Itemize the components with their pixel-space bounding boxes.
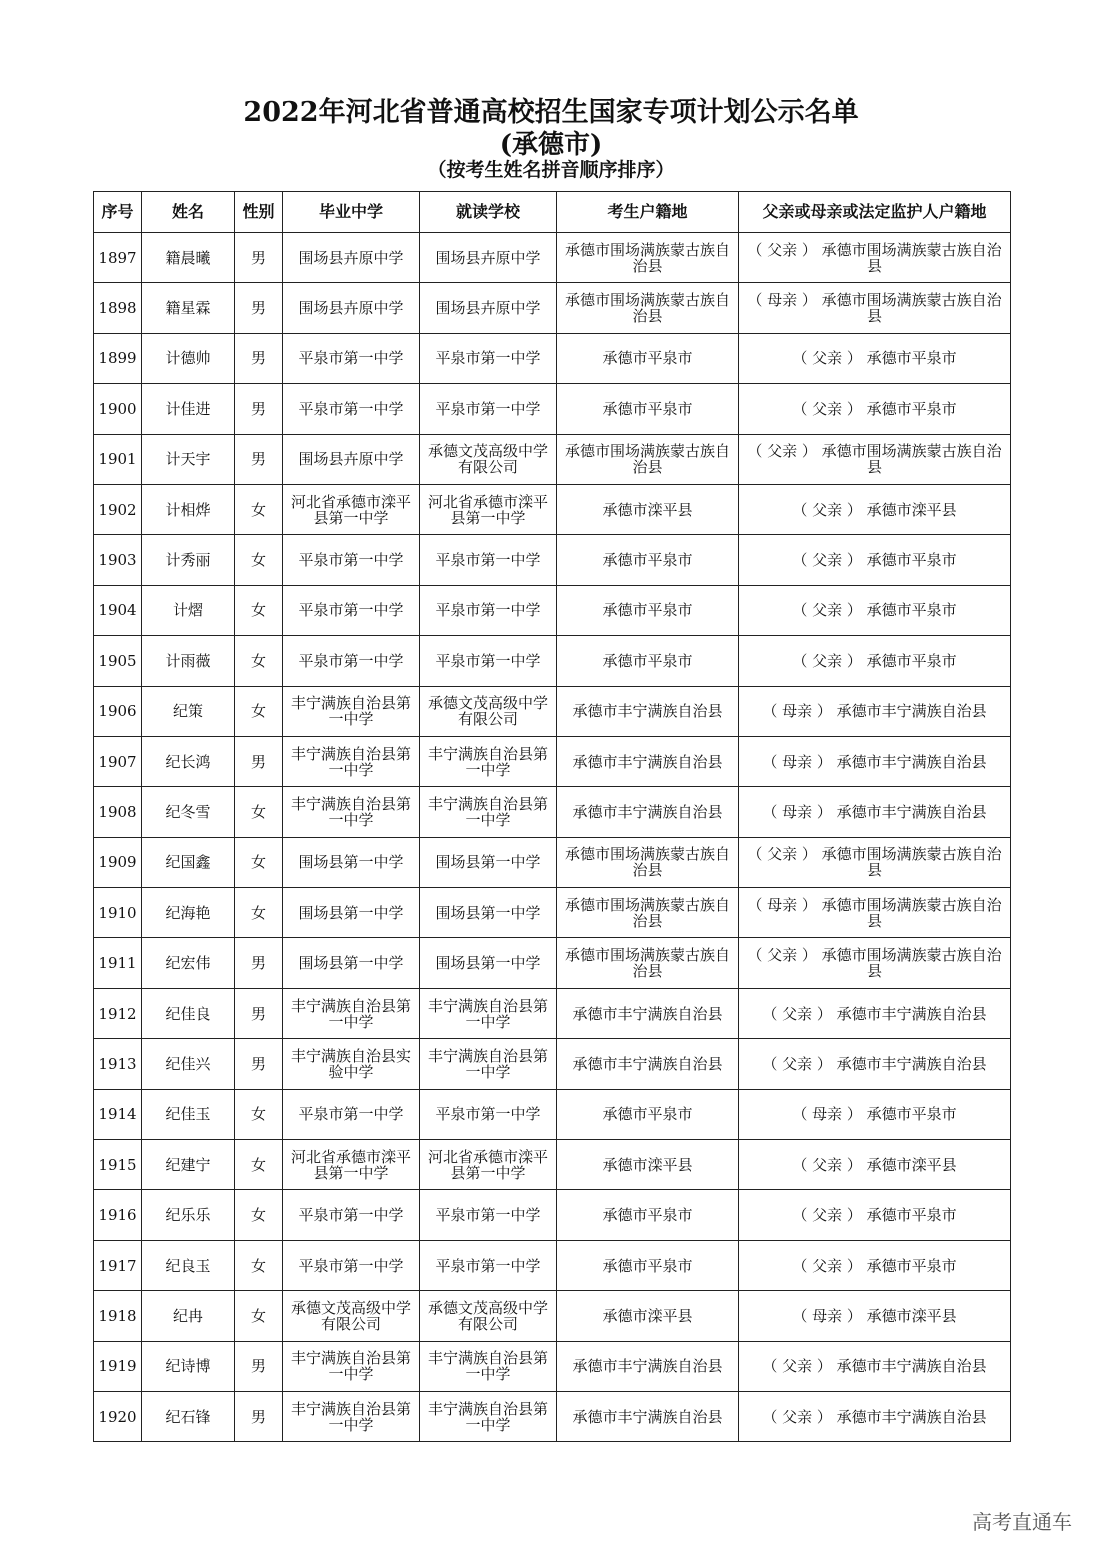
cell-household: 承德市平泉市 [557, 1240, 739, 1290]
cell-guardian-household: （ 父亲 ） 承德市丰宁满族自治县 [739, 1341, 1011, 1391]
table-row [94, 333, 1011, 383]
table-row [94, 535, 1011, 585]
table-row [94, 1291, 1011, 1341]
cell-gender: 女 [235, 787, 283, 837]
table-row [94, 1190, 1011, 1240]
cell-index: 1903 [94, 535, 142, 585]
cell-gender: 男 [235, 283, 283, 333]
cell-household: 承德市平泉市 [557, 1190, 739, 1240]
cell-guardian-household: （ 父亲 ） 承德市平泉市 [739, 1190, 1011, 1240]
table-row [94, 1341, 1011, 1391]
cell-guardian-household: （ 母亲 ） 承德市围场满族蒙古族自治县 [739, 888, 1011, 938]
cell-index: 1913 [94, 1039, 142, 1089]
document-subtitle: (承德市) [499, 130, 603, 160]
cell-index: 1899 [94, 333, 142, 383]
cell-gender: 男 [235, 1341, 283, 1391]
cell-index: 1919 [94, 1341, 142, 1391]
cell-guardian-household: （ 父亲 ） 承德市围场满族蒙古族自治县 [739, 434, 1011, 484]
cell-current-school: 丰宁满族自治县第一中学 [420, 1341, 557, 1391]
cell-name: 纪长鸿 [142, 736, 235, 786]
cell-guardian-household: （ 父亲 ） 承德市滦平县 [739, 1140, 1011, 1190]
cell-name: 籍晨曦 [142, 233, 235, 283]
cell-name: 纪冉 [142, 1291, 235, 1341]
cell-gender: 男 [235, 938, 283, 988]
table-row [94, 837, 1011, 887]
table-row [94, 233, 1011, 283]
cell-guardian-household: （ 母亲 ） 承德市滦平县 [739, 1291, 1011, 1341]
roster-table [93, 191, 1011, 1442]
cell-index: 1917 [94, 1240, 142, 1290]
cell-gender: 女 [235, 1140, 283, 1190]
cell-household: 承德市丰宁满族自治县 [557, 736, 739, 786]
cell-index: 1911 [94, 938, 142, 988]
cell-household: 承德市平泉市 [557, 585, 739, 635]
cell-index: 1906 [94, 686, 142, 736]
cell-guardian-household: （ 母亲 ） 承德市丰宁满族自治县 [739, 787, 1011, 837]
table-header-row [94, 192, 1011, 233]
cell-graduated-school: 平泉市第一中学 [283, 384, 420, 434]
cell-index: 1920 [94, 1391, 142, 1441]
cell-household: 承德市丰宁满族自治县 [557, 787, 739, 837]
cell-current-school: 平泉市第一中学 [420, 333, 557, 383]
cell-name: 计德帅 [142, 333, 235, 383]
cell-index: 1914 [94, 1089, 142, 1139]
cell-household: 承德市平泉市 [557, 535, 739, 585]
cell-household: 承德市围场满族蒙古族自治县 [557, 233, 739, 283]
cell-index: 1904 [94, 585, 142, 635]
cell-guardian-household: （ 父亲 ） 承德市平泉市 [739, 333, 1011, 383]
cell-gender: 女 [235, 1089, 283, 1139]
cell-index: 1897 [94, 233, 142, 283]
header-col-household: 考生户籍地 [557, 192, 739, 233]
cell-guardian-household: （ 母亲 ） 承德市平泉市 [739, 1089, 1011, 1139]
cell-current-school: 丰宁满族自治县第一中学 [420, 736, 557, 786]
cell-household: 承德市丰宁满族自治县 [557, 1391, 739, 1441]
cell-current-school: 承德文茂高级中学有限公司 [420, 434, 557, 484]
cell-name: 计相烨 [142, 484, 235, 534]
cell-name: 纪建宁 [142, 1140, 235, 1190]
cell-household: 承德市平泉市 [557, 636, 739, 686]
cell-graduated-school: 平泉市第一中学 [283, 333, 420, 383]
cell-guardian-household: （ 父亲 ） 承德市围场满族蒙古族自治县 [739, 233, 1011, 283]
cell-name: 纪海艳 [142, 888, 235, 938]
cell-current-school: 平泉市第一中学 [420, 636, 557, 686]
cell-current-school: 围场县第一中学 [420, 837, 557, 887]
cell-guardian-household: （ 母亲 ） 承德市围场满族蒙古族自治县 [739, 283, 1011, 333]
cell-gender: 女 [235, 585, 283, 635]
header-col-index: 序号 [94, 192, 142, 233]
cell-current-school: 平泉市第一中学 [420, 585, 557, 635]
cell-guardian-household: （ 父亲 ） 承德市丰宁满族自治县 [739, 1039, 1011, 1089]
cell-graduated-school: 丰宁满族自治县第一中学 [283, 686, 420, 736]
cell-index: 1902 [94, 484, 142, 534]
header-col-name: 姓名 [142, 192, 235, 233]
cell-gender: 女 [235, 636, 283, 686]
cell-name: 纪佳兴 [142, 1039, 235, 1089]
cell-name: 纪石锋 [142, 1391, 235, 1441]
cell-current-school: 丰宁满族自治县第一中学 [420, 988, 557, 1038]
table-row [94, 1240, 1011, 1290]
cell-graduated-school: 平泉市第一中学 [283, 1190, 420, 1240]
cell-household: 承德市滦平县 [557, 1291, 739, 1341]
table-row [94, 1039, 1011, 1089]
cell-gender: 女 [235, 1190, 283, 1240]
cell-gender: 男 [235, 434, 283, 484]
cell-current-school: 河北省承德市滦平县第一中学 [420, 1140, 557, 1190]
cell-name: 纪宏伟 [142, 938, 235, 988]
cell-graduated-school: 河北省承德市滦平县第一中学 [283, 1140, 420, 1190]
cell-graduated-school: 平泉市第一中学 [283, 585, 420, 635]
cell-current-school: 平泉市第一中学 [420, 1190, 557, 1240]
cell-gender: 男 [235, 988, 283, 1038]
cell-guardian-household: （ 父亲 ） 承德市滦平县 [739, 484, 1011, 534]
cell-graduated-school: 围场县卉原中学 [283, 233, 420, 283]
cell-household: 承德市丰宁满族自治县 [557, 1341, 739, 1391]
cell-gender: 女 [235, 1240, 283, 1290]
cell-guardian-household: （ 父亲 ） 承德市丰宁满族自治县 [739, 988, 1011, 1038]
cell-gender: 男 [235, 333, 283, 383]
cell-name: 纪诗博 [142, 1341, 235, 1391]
cell-index: 1915 [94, 1140, 142, 1190]
cell-graduated-school: 围场县第一中学 [283, 938, 420, 988]
cell-graduated-school: 平泉市第一中学 [283, 1089, 420, 1139]
cell-guardian-household: （ 父亲 ） 承德市平泉市 [739, 585, 1011, 635]
cell-graduated-school: 平泉市第一中学 [283, 636, 420, 686]
cell-index: 1909 [94, 837, 142, 887]
cell-graduated-school: 丰宁满族自治县第一中学 [283, 787, 420, 837]
cell-index: 1898 [94, 283, 142, 333]
table-row [94, 938, 1011, 988]
cell-index: 1918 [94, 1291, 142, 1341]
cell-guardian-household: （ 父亲 ） 承德市围场满族蒙古族自治县 [739, 938, 1011, 988]
cell-name: 纪乐乐 [142, 1190, 235, 1240]
cell-current-school: 河北省承德市滦平县第一中学 [420, 484, 557, 534]
cell-gender: 女 [235, 484, 283, 534]
header-col-guardian-household: 父亲或母亲或法定监护人户籍地 [739, 192, 1011, 233]
cell-household: 承德市滦平县 [557, 1140, 739, 1190]
cell-gender: 男 [235, 1039, 283, 1089]
table-row [94, 434, 1011, 484]
cell-guardian-household: （ 父亲 ） 承德市丰宁满族自治县 [739, 1391, 1011, 1441]
cell-name: 纪国鑫 [142, 837, 235, 887]
cell-current-school: 丰宁满族自治县第一中学 [420, 787, 557, 837]
cell-graduated-school: 围场县卉原中学 [283, 283, 420, 333]
table-row [94, 636, 1011, 686]
table-row [94, 1140, 1011, 1190]
cell-name: 纪佳良 [142, 988, 235, 1038]
cell-graduated-school: 围场县第一中学 [283, 888, 420, 938]
cell-index: 1901 [94, 434, 142, 484]
cell-gender: 女 [235, 686, 283, 736]
cell-current-school: 围场县卉原中学 [420, 283, 557, 333]
cell-graduated-school: 平泉市第一中学 [283, 535, 420, 585]
cell-current-school: 围场县第一中学 [420, 938, 557, 988]
cell-current-school: 围场县第一中学 [420, 888, 557, 938]
cell-graduated-school: 丰宁满族自治县第一中学 [283, 736, 420, 786]
table-row [94, 888, 1011, 938]
cell-gender: 女 [235, 888, 283, 938]
cell-name: 籍星霖 [142, 283, 235, 333]
cell-graduated-school: 承德文茂高级中学有限公司 [283, 1291, 420, 1341]
cell-gender: 女 [235, 535, 283, 585]
header-col-graduated-school: 毕业中学 [283, 192, 420, 233]
table-row [94, 484, 1011, 534]
cell-name: 计佳进 [142, 384, 235, 434]
cell-name: 纪冬雪 [142, 787, 235, 837]
document-title: 2022年河北省普通高校招生国家专项计划公示名单 [243, 97, 859, 128]
cell-index: 1900 [94, 384, 142, 434]
cell-household: 承德市围场满族蒙古族自治县 [557, 938, 739, 988]
cell-current-school: 承德文茂高级中学有限公司 [420, 686, 557, 736]
cell-graduated-school: 丰宁满族自治县第一中学 [283, 1391, 420, 1441]
cell-gender: 女 [235, 1291, 283, 1341]
cell-household: 承德市平泉市 [557, 333, 739, 383]
cell-gender: 男 [235, 736, 283, 786]
cell-index: 1905 [94, 636, 142, 686]
cell-graduated-school: 围场县卉原中学 [283, 434, 420, 484]
header-col-current-school: 就读学校 [420, 192, 557, 233]
sort-note: （按考生姓名拼音顺序排序） [427, 159, 675, 181]
cell-current-school: 平泉市第一中学 [420, 1240, 557, 1290]
cell-household: 承德市围场满族蒙古族自治县 [557, 283, 739, 333]
cell-current-school: 围场县卉原中学 [420, 233, 557, 283]
cell-index: 1907 [94, 736, 142, 786]
cell-name: 计雨薇 [142, 636, 235, 686]
cell-current-school: 平泉市第一中学 [420, 384, 557, 434]
table-row [94, 736, 1011, 786]
cell-name: 纪策 [142, 686, 235, 736]
cell-current-school: 平泉市第一中学 [420, 535, 557, 585]
cell-household: 承德市丰宁满族自治县 [557, 988, 739, 1038]
cell-name: 计熠 [142, 585, 235, 635]
cell-graduated-school: 丰宁满族自治县实验中学 [283, 1039, 420, 1089]
cell-graduated-school: 平泉市第一中学 [283, 1240, 420, 1290]
cell-current-school: 丰宁满族自治县第一中学 [420, 1391, 557, 1441]
cell-guardian-household: （ 父亲 ） 承德市围场满族蒙古族自治县 [739, 837, 1011, 887]
cell-index: 1908 [94, 787, 142, 837]
cell-gender: 男 [235, 384, 283, 434]
cell-household: 承德市丰宁满族自治县 [557, 1039, 739, 1089]
cell-guardian-household: （ 父亲 ） 承德市平泉市 [739, 535, 1011, 585]
cell-current-school: 丰宁满族自治县第一中学 [420, 1039, 557, 1089]
table-row [94, 1089, 1011, 1139]
cell-name: 计天宇 [142, 434, 235, 484]
cell-name: 计秀丽 [142, 535, 235, 585]
cell-current-school: 平泉市第一中学 [420, 1089, 557, 1139]
table-row [94, 686, 1011, 736]
table-row [94, 585, 1011, 635]
cell-gender: 女 [235, 837, 283, 887]
cell-guardian-household: （ 父亲 ） 承德市平泉市 [739, 384, 1011, 434]
cell-graduated-school: 围场县第一中学 [283, 837, 420, 887]
cell-household: 承德市滦平县 [557, 484, 739, 534]
cell-guardian-household: （ 父亲 ） 承德市平泉市 [739, 636, 1011, 686]
table-row [94, 787, 1011, 837]
header-col-gender: 性别 [235, 192, 283, 233]
cell-gender: 男 [235, 1391, 283, 1441]
cell-current-school: 承德文茂高级中学有限公司 [420, 1291, 557, 1341]
cell-graduated-school: 丰宁满族自治县第一中学 [283, 1341, 420, 1391]
cell-graduated-school: 河北省承德市滦平县第一中学 [283, 484, 420, 534]
table-row [94, 384, 1011, 434]
cell-guardian-household: （ 母亲 ） 承德市丰宁满族自治县 [739, 736, 1011, 786]
cell-name: 纪佳玉 [142, 1089, 235, 1139]
watermark: 高考直通车 [972, 1510, 1072, 1534]
table-row [94, 988, 1011, 1038]
cell-household: 承德市围场满族蒙古族自治县 [557, 888, 739, 938]
cell-household: 承德市围场满族蒙古族自治县 [557, 837, 739, 887]
cell-index: 1916 [94, 1190, 142, 1240]
cell-index: 1910 [94, 888, 142, 938]
cell-name: 纪良玉 [142, 1240, 235, 1290]
cell-gender: 男 [235, 233, 283, 283]
cell-household: 承德市平泉市 [557, 384, 739, 434]
cell-guardian-household: （ 父亲 ） 承德市平泉市 [739, 1240, 1011, 1290]
cell-household: 承德市丰宁满族自治县 [557, 686, 739, 736]
cell-index: 1912 [94, 988, 142, 1038]
cell-guardian-household: （ 母亲 ） 承德市丰宁满族自治县 [739, 686, 1011, 736]
cell-household: 承德市围场满族蒙古族自治县 [557, 434, 739, 484]
table-row [94, 283, 1011, 333]
cell-household: 承德市平泉市 [557, 1089, 739, 1139]
table-row [94, 1391, 1011, 1441]
cell-graduated-school: 丰宁满族自治县第一中学 [283, 988, 420, 1038]
